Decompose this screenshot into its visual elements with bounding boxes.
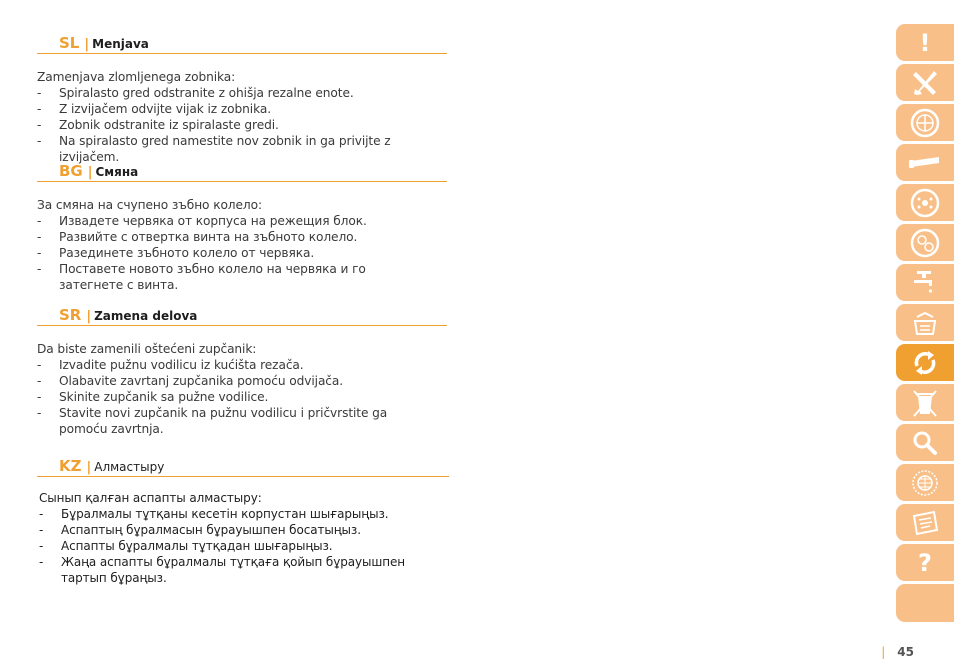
dash: - [37,262,42,276]
replacement-icon [910,348,940,378]
page-number [881,645,914,659]
tab-troubleshooting[interactable] [896,424,954,461]
language-code: BG [59,162,83,180]
page-number-bar: | [881,645,886,659]
section-header [37,164,447,182]
section-sr [37,308,447,437]
list-item [37,261,419,293]
tab-important[interactable] [896,24,954,61]
section-kz [37,459,449,586]
tab-tools[interactable] [896,64,954,101]
section-sl [37,36,447,165]
list-item-text: Olabavite zavrtanj zupčanika pomoću odvijača. [59,374,344,388]
list-item-text: Аспаптың бұралмасын бұрауышпен босатыңыз. [61,523,361,537]
cutting-disc-icon [910,108,940,138]
recipe-book-icon [910,508,940,538]
dash: - [37,374,42,388]
list-item-text: Na spiralasto gred namestite nov zobnik in ga privijte z izvijačem. [59,134,391,164]
faucet-icon [910,268,940,298]
list-item [37,373,447,389]
language-code: SL [59,34,80,52]
dash: - [37,118,42,132]
list-item [37,389,447,405]
section-title: Zamena delova [94,309,198,323]
list-item-text: Жаңа аспапты бұралмалы тұтқаға қойып бұрауышпен тартып бұраңыз. [61,555,406,585]
tab-slicer-disc[interactable] [896,224,954,261]
separator: | [84,37,90,52]
dash: - [39,523,44,537]
list-item-text: Skinite zupčanik sa pužne vodilice. [59,390,269,404]
disposal-bin-icon [910,388,940,418]
list-item [37,554,441,586]
page-number-value: 45 [897,645,914,659]
language-code: SR [59,306,82,324]
section-header [37,308,447,326]
list-item-text: Izvadite pužnu vodilicu iz kućišta rezača. [59,358,304,372]
list-item [37,405,429,437]
list-item-text: Z izvijačem odvijte vijak iz zobnika. [59,102,271,116]
section-body [37,490,449,586]
section-body [37,341,447,437]
slicer-disc-icon [910,228,940,258]
section-body [37,69,447,165]
list-item-text: Spiralasto gred odstranite z ohišja rezalne enote. [59,86,354,100]
spiral-shaft-icon [908,148,942,178]
section-body [37,197,447,293]
tab-cutting-disc[interactable] [896,104,954,141]
list-item-text: Поставете новото зъбно колело на червяка и го затегнете с винта. [59,262,366,292]
dash: - [39,555,44,569]
list-item [37,229,447,245]
accessories-box-icon [910,308,940,338]
section-header [37,36,447,54]
separator: | [87,165,93,180]
exclamation-icon: ! [919,28,931,57]
question-icon: ? [918,548,932,577]
list-item [37,213,447,229]
tab-replacement[interactable] [896,344,954,381]
list-item [37,506,449,522]
list-item [37,117,447,133]
dash: - [37,214,42,228]
dash: - [37,230,42,244]
section-header [37,459,449,477]
list-item-text: Zobnik odstranite iz spiralaste gredi. [59,118,279,132]
grater-disc-icon [910,188,940,218]
dash: - [37,390,42,404]
section-title: Смяна [95,165,139,179]
list-item-text: Stavite novi zupčanik na pužnu vodilicu i pričvrstite ga pomoću zavrtnja. [59,406,388,436]
dash: - [37,102,42,116]
tools-icon [910,68,940,98]
tab-guarantee[interactable] [896,464,954,501]
tab-accessories[interactable] [896,304,954,341]
list-item-text: Развийте с отвертка винта на зъбното колело. [59,230,358,244]
list-item [37,245,447,261]
globe-guarantee-icon [910,468,940,498]
tab-cleaning[interactable] [896,264,954,301]
dash: - [37,246,42,260]
magnifier-icon [910,428,940,458]
list-item-text: Извадете червяка от корпуса на режещия блок. [59,214,367,228]
tab-spiral-shaft[interactable] [896,144,954,181]
section-bg [37,164,447,293]
list-item [37,522,449,538]
separator: | [86,309,92,324]
dash: - [37,134,42,148]
list-item [37,85,447,101]
list-item [37,133,447,165]
tab-blank[interactable] [896,584,954,622]
list-item [37,101,447,117]
dash: - [37,406,42,420]
list-item-text: Аспапты бұралмалы тұтқадан шығарыңыз. [61,539,333,553]
tab-faq[interactable] [896,544,954,581]
chapter-tab-sidebar [896,24,954,625]
intro-text: Сынып қалған аспапты алмастыру: [39,491,262,505]
tab-disposal[interactable] [896,384,954,421]
tab-grater-disc[interactable] [896,184,954,221]
dash: - [39,507,44,521]
intro-text: За смяна на счупено зъбно колело: [37,198,262,212]
list-item-text: Бұралмалы тұтқаны кесетін корпустан шығарыңыз. [61,507,389,521]
list-item-text: Разединете зъбното колело от червяка. [59,246,315,260]
dash: - [37,358,42,372]
language-code: KZ [59,457,82,475]
list-item [37,538,449,554]
list-item [37,357,447,373]
separator: | [86,460,92,475]
intro-text: Zamenjava zlomljenega zobnika: [37,70,236,84]
section-title: Menjava [92,37,149,51]
intro-text: Da biste zamenili oštećeni zupčanik: [37,342,257,356]
section-title: Алмастыру [94,460,165,474]
dash: - [37,86,42,100]
tab-recipes[interactable] [896,504,954,541]
dash: - [39,539,44,553]
